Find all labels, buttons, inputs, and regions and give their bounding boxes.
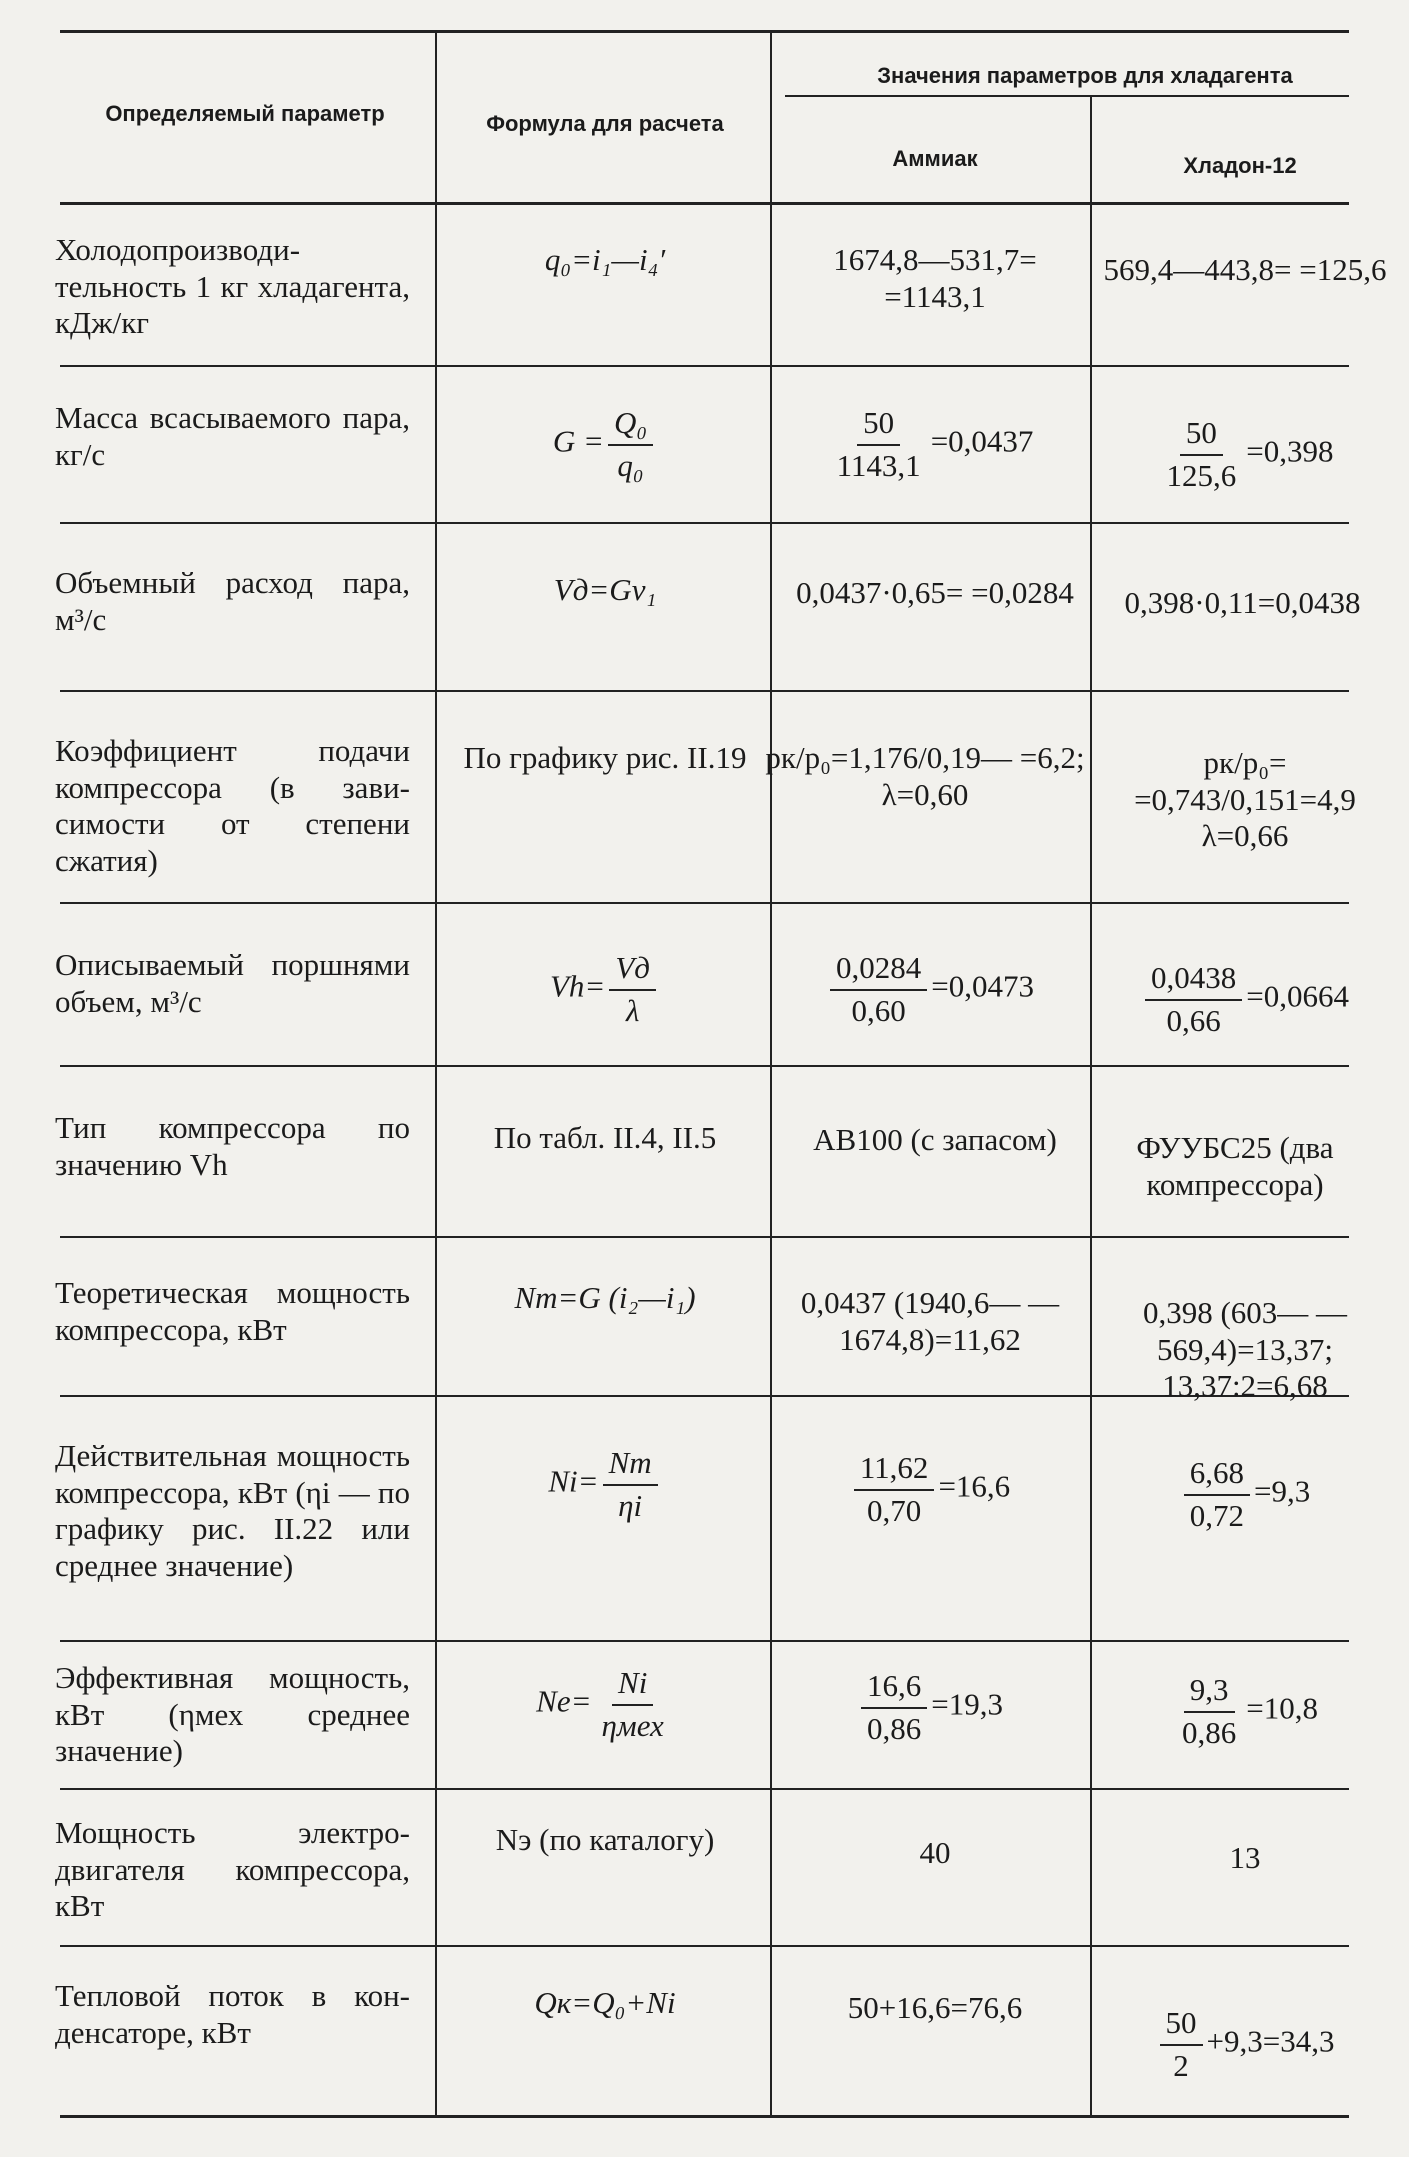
formula-fraction — [608, 405, 653, 484]
formula-lhs: Ni= — [548, 1463, 599, 1499]
header-ammonia: Аммиак — [892, 146, 978, 171]
row-ammonia — [780, 405, 1080, 484]
row-rule — [60, 1788, 1349, 1790]
header-bottom-rule — [60, 202, 1349, 205]
fraction-numerator: 0,0284 — [830, 950, 927, 991]
row-ammonia: 0,0437·0,65= =0,0284 — [796, 575, 1074, 610]
value-result: =0,0473 — [931, 968, 1034, 1004]
fraction-numerator: Ni — [612, 1665, 653, 1706]
fraction-numerator: 50 — [1160, 2005, 1203, 2046]
row-formula — [450, 405, 760, 484]
fraction-denominator: 0,66 — [1166, 1002, 1221, 1038]
value-result: =0,0664 — [1246, 978, 1349, 1014]
row-param: Холодопроизводительность 1 кг хладагента, кДж/кг — [55, 232, 410, 341]
row-freon: 0,398 (603— —569,4)=13,37; 13,37:2=6,68 — [1142, 1295, 1348, 1404]
fraction-numerator: Q₀ — [608, 405, 653, 446]
header-formula: Формула для расчета — [486, 111, 724, 136]
value-result: =9,3 — [1254, 1473, 1311, 1509]
formula-fraction — [596, 1665, 670, 1744]
row-param: Объемный расход пара, м³/с — [55, 565, 410, 637]
row-formula — [450, 1445, 760, 1524]
row-ammonia: 50+16,6=76,6 — [847, 1990, 1023, 2025]
row-param: Эффективная мощность, кВт (ηмех среднее значение) — [55, 1660, 410, 1769]
header-values: Значения параметров для хладагента — [877, 63, 1293, 88]
top-rule — [60, 30, 1349, 33]
row-freon — [1095, 1672, 1395, 1751]
fraction-numerator: 0,0438 — [1145, 960, 1242, 1001]
value-fraction — [1145, 960, 1242, 1039]
fraction-numerator: 50 — [857, 405, 900, 446]
row-formula: Nэ (по каталогу) — [495, 1822, 715, 1857]
row-ammonia: АВ100 (с запасом) — [813, 1122, 1057, 1157]
row-freon — [1095, 1455, 1395, 1534]
subheader-rule — [785, 95, 1349, 97]
fraction-denominator: 2 — [1173, 2047, 1189, 2083]
row-freon: 0,398·0,11=0,0438 — [1124, 585, 1361, 620]
fraction-denominator: 0,72 — [1189, 1497, 1244, 1533]
value-result: =19,3 — [931, 1686, 1003, 1722]
row-freon — [1095, 2005, 1395, 2084]
fraction-numerator: Nт — [603, 1445, 658, 1486]
col-divider-3 — [1090, 95, 1092, 2115]
row-param: Действительная мощность компрессора, кВт (ηi — по графику рис. II.22 или среднее значение) — [55, 1438, 410, 1583]
row-ammonia: 0,0437 (1940,6— —1674,8)=11,62 — [800, 1285, 1060, 1357]
value-result: =10,8 — [1246, 1690, 1318, 1726]
col-divider-2 — [770, 30, 772, 2115]
row-formula: По табл. II.4, II.5 — [493, 1120, 717, 1155]
value-fraction — [861, 1668, 927, 1747]
row-rule — [60, 365, 1349, 367]
row-param: Мощность электродвигателя компрессора, кВт — [55, 1815, 410, 1924]
fraction-denominator: 0,60 — [851, 992, 906, 1028]
value-result: =0,0437 — [930, 423, 1034, 459]
row-rule — [60, 690, 1349, 692]
fraction-numerator: 50 — [1180, 415, 1223, 456]
row-param: Теоретическая мощность компрессора, кВт — [55, 1275, 410, 1347]
fraction-denominator: ηмех — [601, 1707, 664, 1743]
value-fraction — [1161, 415, 1243, 494]
value-fraction — [1160, 2005, 1203, 2084]
row-param: Масса всасываемого пара, кг/с — [55, 400, 410, 472]
row-rule — [60, 1945, 1349, 1947]
value-fraction — [831, 405, 927, 484]
row-rule — [60, 1236, 1349, 1238]
row-rule — [60, 902, 1349, 904]
fraction-denominator: 0,70 — [867, 1492, 922, 1528]
row-param: Коэффициент подачи компрессора (в зависимости от степени сжатия) — [55, 733, 410, 878]
formula-fraction — [603, 1445, 658, 1524]
row-rule — [60, 1065, 1349, 1067]
row-ammonia — [780, 950, 1080, 1029]
value-fraction — [830, 950, 927, 1029]
row-ammonia — [780, 1668, 1080, 1747]
row-freon: ФУУБС25 (два компрессора) — [1136, 1130, 1334, 1202]
value-result: +9,3=34,3 — [1206, 2023, 1335, 2059]
fraction-numerator: 16,6 — [861, 1668, 927, 1709]
value-fraction — [1184, 1455, 1250, 1534]
row-formula — [450, 950, 760, 1029]
row-formula: Nт=G (i₂—i₁) — [514, 1280, 696, 1315]
fraction-denominator: ηi — [618, 1487, 643, 1523]
fraction-denominator: 1143,1 — [836, 447, 921, 483]
row-rule — [60, 1640, 1349, 1642]
header-freon: Хладон-12 — [1183, 153, 1297, 178]
row-freon: 13 — [1229, 1840, 1261, 1875]
fraction-numerator: 6,68 — [1184, 1455, 1250, 1496]
row-formula: q₀=i₁—i₄′ — [544, 242, 666, 277]
value-result: =0,398 — [1246, 433, 1334, 469]
col-divider-1 — [435, 30, 437, 2115]
fraction-numerator: 9,3 — [1184, 1672, 1235, 1713]
formula-lhs: G = — [552, 423, 604, 459]
fraction-denominator: 0,86 — [1182, 1714, 1237, 1750]
formula-lhs: Ne= — [536, 1683, 592, 1719]
fraction-numerator: Vд — [609, 950, 656, 991]
value-result: =16,6 — [938, 1468, 1011, 1504]
row-formula: По графику рис. II.19 — [463, 740, 747, 775]
row-ammonia: 40 — [919, 1835, 951, 1870]
fraction-denominator: 125,6 — [1166, 457, 1237, 493]
row-freon — [1100, 415, 1390, 494]
row-formula — [450, 1665, 760, 1744]
row-formula: Qк=Q₀+Ni — [534, 1985, 676, 2020]
row-param: Тепловой поток в конденсаторе, кВт — [55, 1978, 410, 2050]
fraction-denominator: q₀ — [617, 447, 644, 483]
row-ammonia — [780, 1450, 1080, 1529]
row-freon — [1095, 960, 1395, 1039]
fraction-numerator: 11,62 — [854, 1450, 935, 1491]
row-param: Тип компрессора по значению Vh — [55, 1110, 410, 1182]
row-freon: pк/p₀= =0,743/0,151=4,9 λ=0,66 — [1134, 745, 1356, 854]
row-formula: Vд=Gv₁ — [553, 572, 657, 607]
formula-lhs: Vh= — [550, 968, 606, 1004]
fraction-denominator: λ — [625, 992, 640, 1028]
value-fraction — [854, 1450, 935, 1529]
bottom-rule — [60, 2115, 1349, 2118]
row-param: Описываемый поршнями объем, м³/с — [55, 947, 410, 1019]
header-param: Определяемый параметр — [105, 101, 385, 126]
row-rule — [60, 522, 1349, 524]
value-fraction — [1176, 1672, 1242, 1751]
row-ammonia: 1674,8—531,7= =1143,1 — [833, 242, 1037, 314]
fraction-denominator: 0,86 — [867, 1710, 922, 1746]
formula-fraction — [609, 950, 656, 1029]
row-ammonia: pк/p₀=1,176/0,19— =6,2; λ=0,60 — [765, 740, 1085, 812]
row-freon: 569,4—443,8= =125,6 — [1103, 252, 1387, 287]
